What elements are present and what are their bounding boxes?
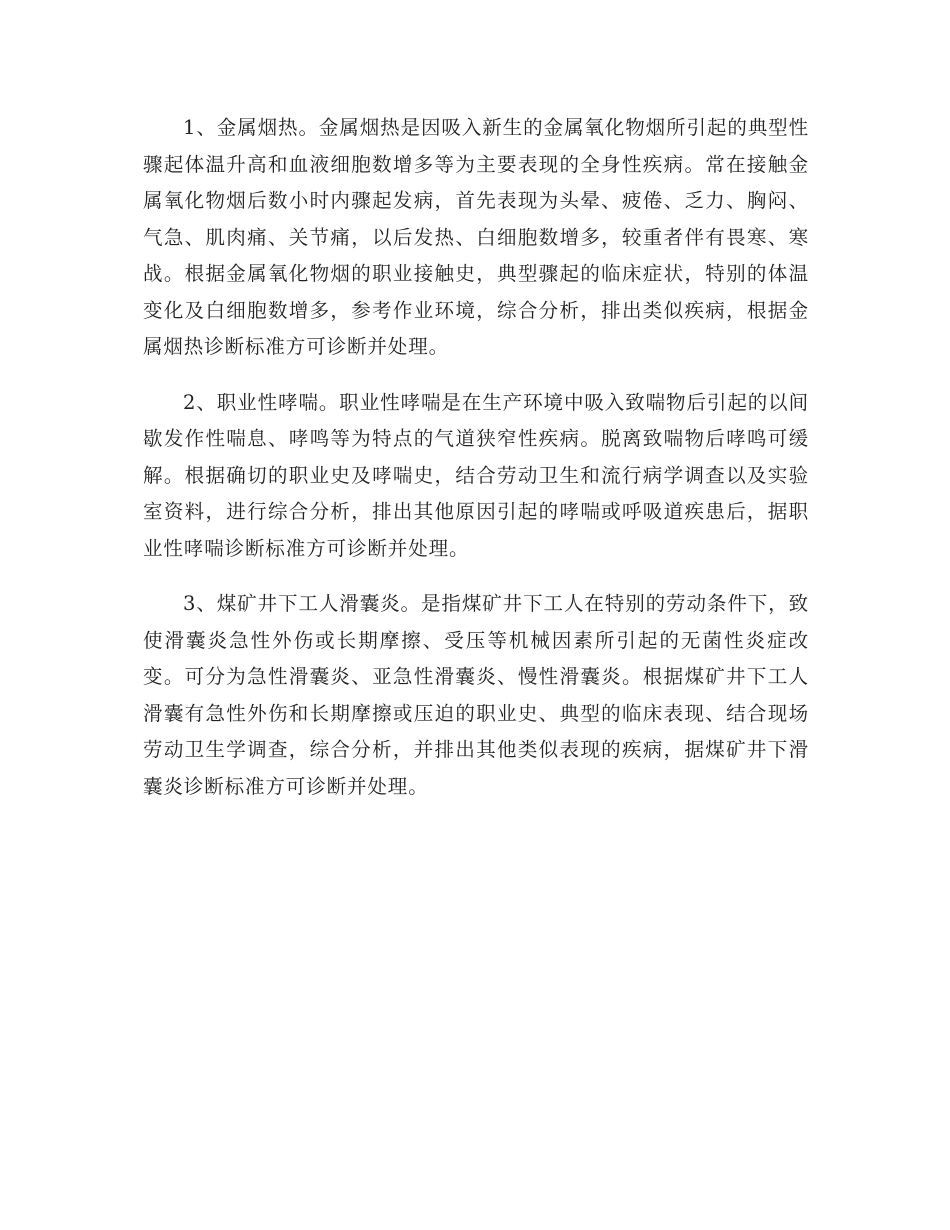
paragraph-coal-miner-bursitis: 3、煤矿井下工人滑囊炎。是指煤矿井下工人在特别的劳动条件下，致使滑囊炎急性外伤或长期摩擦、受压等机械因素所引起的无菌性炎症改变。可分为急性滑囊炎、亚急性滑囊炎、慢性滑囊炎。根据煤矿井下工人滑囊有急性外伤和长期摩擦或压迫的职业史、典型的临床表现、结合现场劳动卫生学调查，综合分析，并排出其他类似表现的疾病，据煤矿井下滑囊炎诊断标准方可诊断并处理。: [143, 592, 809, 798]
document-body: [143, 110, 809, 824]
paragraph-occupational-asthma: 2、职业性哮喘。职业性哮喘是在生产环境中吸入致喘物后引起的以间歇发作性喘息、哮鸣等为特点的气道狭窄性疾病。脱离致喘物后哮鸣可缓解。根据确切的职业史及哮喘史，结合劳动卫生和流行病学调查以及实验室资料，进行综合分析，排出其他原因引起的哮喘或呼吸道疾患后，据职业性哮喘诊断标准方可诊断并处理。: [143, 390, 809, 560]
paragraph-metal-fume-fever: 1、金属烟热。金属烟热是因吸入新生的金属氧化物烟所引起的典型性骤起体温升高和血液细胞数增多等为主要表现的全身性疾病。常在接触金属氧化物烟后数小时内骤起发病，首先表现为头晕、疲倦、乏力、胸闷、气急、肌肉痛、关节痛，以后发热、白细胞数增多，较重者伴有畏寒、寒战。根据金属氧化物烟的职业接触史，典型骤起的临床症状，特别的体温变化及白细胞数增多，参考作业环境，综合分析，排出类似疾病，根据金属烟热诊断标准方可诊断并处理。: [143, 116, 809, 358]
